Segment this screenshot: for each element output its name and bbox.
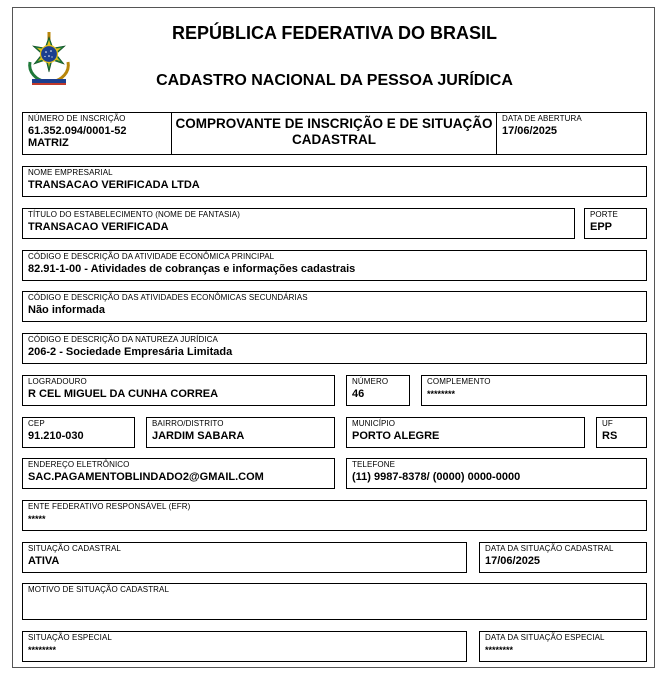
bairro-label: BAIRRO/DISTRITO xyxy=(152,419,224,428)
situacao-box xyxy=(22,542,467,573)
complemento-box xyxy=(421,375,647,406)
atividades-secundarias-value: Não informada xyxy=(28,304,106,316)
fantasia-value: TRANSACAO VERIFICADA xyxy=(28,221,169,233)
situacao-especial-value: ******** xyxy=(28,645,57,655)
uf-label: UF xyxy=(602,419,613,428)
nome-empresarial-value: TRANSACAO VERIFICADA LTDA xyxy=(28,179,200,191)
situacao-especial-box xyxy=(22,631,467,662)
motivo-label: MOTIVO DE SITUAÇÃO CADASTRAL xyxy=(28,585,170,594)
municipio-box xyxy=(346,417,585,448)
atividades-secundarias-label: CÓDIGO E DESCRIÇÃO DAS ATIVIDADES ECONÔMICAS SECUNDÁRIAS xyxy=(28,293,308,302)
numero-value: 46 xyxy=(352,388,365,400)
situacao-especial-label: SITUAÇÃO ESPECIAL xyxy=(28,633,112,642)
numero-label: NÚMERO xyxy=(352,377,389,386)
uf-box xyxy=(596,417,647,448)
municipio-label: MUNICÍPIO xyxy=(352,419,396,428)
bairro-value: JARDIM SABARA xyxy=(152,430,245,442)
abertura-label: DATA DE ABERTURA xyxy=(502,114,582,123)
nome-empresarial-box xyxy=(22,166,647,197)
data-situacao-label: DATA DA SITUAÇÃO CADASTRAL xyxy=(485,544,614,553)
comprovante-title: COMPROVANTE DE INSCRIÇÃO E DE SITUAÇÃO CADASTRAL xyxy=(175,116,493,147)
telefone-box xyxy=(346,458,647,489)
fantasia-box xyxy=(22,208,575,239)
motivo-box xyxy=(22,583,647,620)
inscricao-number: 61.352.094/0001-52 xyxy=(28,125,127,137)
logradouro-value: R CEL MIGUEL DA CUNHA CORREA xyxy=(28,388,219,400)
municipio-value: PORTO ALEGRE xyxy=(352,430,440,442)
natureza-value: 206-2 - Sociedade Empresária Limitada xyxy=(28,346,233,358)
inscricao-label: NÚMERO DE INSCRIÇÃO xyxy=(28,114,126,123)
atividade-principal-value: 82.91-1-00 - Atividades de cobranças e informações cadastrais xyxy=(28,263,356,275)
uf-value: RS xyxy=(602,430,618,442)
cep-box xyxy=(22,417,135,448)
atividades-secundarias-box xyxy=(22,291,647,322)
natureza-label: CÓDIGO E DESCRIÇÃO DA NATUREZA JURÍDICA xyxy=(28,335,218,344)
efr-value: ***** xyxy=(28,514,46,524)
complemento-label: COMPLEMENTO xyxy=(427,377,491,386)
situacao-value: ATIVA xyxy=(28,555,60,567)
comprovante-box xyxy=(171,112,497,155)
logradouro-box xyxy=(22,375,335,406)
efr-label: ENTE FEDERATIVO RESPONSÁVEL (EFR) xyxy=(28,502,191,511)
email-label: ENDEREÇO ELETRÔNICO xyxy=(28,460,130,469)
inscricao-box xyxy=(22,112,172,155)
nome-empresarial-label: NOME EMPRESARIAL xyxy=(28,168,113,177)
atividade-principal-label: CÓDIGO E DESCRIÇÃO DA ATIVIDADE ECONÔMICA PRINCIPAL xyxy=(28,252,275,261)
atividade-principal-box xyxy=(22,250,647,281)
republic-title: REPÚBLICA FEDERATIVA DO BRASIL xyxy=(171,23,497,43)
porte-label: PORTE xyxy=(590,210,618,219)
situacao-label: SITUAÇÃO CADASTRAL xyxy=(28,544,121,553)
complemento-value: ******** xyxy=(427,389,456,399)
porte-value: EPP xyxy=(590,221,613,233)
telefone-label: TELEFONE xyxy=(352,460,396,469)
abertura-value: 17/06/2025 xyxy=(502,125,558,137)
data-situacao-especial-label: DATA DA SITUAÇÃO ESPECIAL xyxy=(485,633,605,642)
data-situacao-especial-value: ******** xyxy=(485,645,514,655)
telefone-value: (11) 9987-8378/ (0000) 0000-0000 xyxy=(352,471,521,483)
cep-label: CEP xyxy=(28,419,45,428)
cep-value: 91.210-030 xyxy=(28,430,84,442)
logradouro-label: LOGRADOURO xyxy=(28,377,87,386)
email-box xyxy=(22,458,335,489)
data-situacao-especial-box xyxy=(479,631,647,662)
bairro-box xyxy=(146,417,335,448)
efr-box xyxy=(22,500,647,531)
email-value: SAC.PAGAMENTOBLINDADO2@GMAIL.COM xyxy=(28,471,264,483)
porte-box xyxy=(584,208,647,239)
natureza-box xyxy=(22,333,647,364)
data-situacao-box xyxy=(479,542,647,573)
numero-box xyxy=(346,375,410,406)
registry-title: CADASTRO NACIONAL DA PESSOA JURÍDICA xyxy=(156,72,513,89)
data-situacao-value: 17/06/2025 xyxy=(485,555,541,567)
abertura-box xyxy=(496,112,647,155)
fantasia-label: TÍTULO DO ESTABELECIMENTO (NOME DE FANTASIA) xyxy=(28,210,240,219)
inscricao-type: MATRIZ xyxy=(28,137,69,149)
